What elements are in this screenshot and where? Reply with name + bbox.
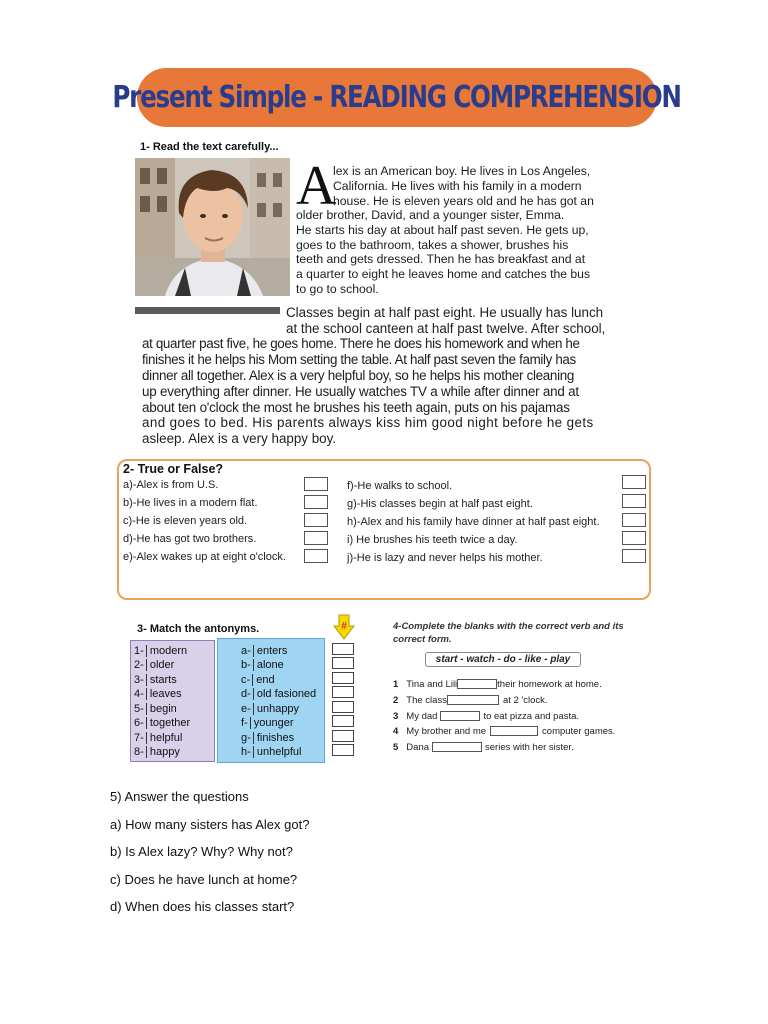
tf-answer-box[interactable] bbox=[622, 513, 646, 527]
reading-line: California. He lives with his family in a modern bbox=[333, 179, 582, 193]
antonym: younger bbox=[253, 717, 294, 729]
antonym-row bbox=[241, 703, 299, 715]
tf-answer-box[interactable] bbox=[304, 549, 328, 563]
reading-line: Classes begin at half past eight. He usually has lunch bbox=[286, 305, 604, 320]
question: b) Is Alex lazy? Why? Why not? bbox=[110, 844, 293, 859]
antonym-row bbox=[241, 674, 275, 686]
antonym: end bbox=[256, 674, 275, 686]
tf-answer-box[interactable] bbox=[304, 513, 328, 527]
blank-input[interactable] bbox=[457, 679, 497, 689]
word: happy bbox=[149, 746, 180, 758]
reading-line: finishes it he helps his Mom setting the table. At half past seven the family has bbox=[142, 352, 576, 367]
sentence-start: Dana bbox=[406, 742, 430, 753]
blank-input[interactable] bbox=[440, 711, 480, 721]
sentence-end: series with her sister. bbox=[485, 742, 574, 753]
match-answer-box[interactable] bbox=[332, 715, 354, 727]
tf-answer-box[interactable] bbox=[622, 531, 646, 545]
antonym-letter: d- bbox=[241, 688, 254, 700]
word-row bbox=[134, 746, 180, 758]
question: a) How many sisters has Alex got? bbox=[110, 817, 310, 832]
section2-heading: 2- True or False? bbox=[123, 462, 224, 476]
antonym-row bbox=[241, 717, 294, 729]
antonym-row bbox=[241, 688, 316, 700]
reading-line: to go to school. bbox=[296, 282, 379, 296]
tf-statement: i) He brushes his teeth twice a day. bbox=[347, 534, 518, 546]
antonym: finishes bbox=[256, 732, 295, 744]
tf-answer-box[interactable] bbox=[304, 531, 328, 545]
antonym-letter: c- bbox=[241, 674, 253, 686]
tf-answer-box[interactable] bbox=[304, 495, 328, 509]
word-row bbox=[134, 674, 177, 686]
photo-divider bbox=[135, 307, 280, 314]
antonym-letter: b- bbox=[241, 659, 254, 671]
tf-answer-box[interactable] bbox=[622, 494, 646, 508]
word: starts bbox=[149, 674, 177, 686]
tf-answer-box[interactable] bbox=[622, 549, 646, 563]
word-row bbox=[134, 717, 190, 729]
drop-cap: A bbox=[296, 155, 337, 217]
tf-statement: j)-He is lazy and never helps his mother. bbox=[347, 552, 543, 564]
section4-heading: 4-Complete the blanks with the correct verb and its bbox=[393, 621, 624, 632]
tf-statement: b)-He lives in a modern flat. bbox=[123, 497, 258, 509]
section3-heading: 3- Match the antonyms. bbox=[137, 623, 260, 635]
question: c) Does he have lunch at home? bbox=[110, 872, 298, 887]
reading-line: dinner all together. Alex is a very helpful boy, so he helps his mother cleaning bbox=[142, 368, 575, 383]
word: together bbox=[149, 717, 191, 729]
blank-sentence bbox=[393, 695, 548, 706]
reading-line: at quarter past five, he goes home. There he does his homework and when he bbox=[142, 336, 580, 351]
sentence-start: My dad bbox=[406, 711, 438, 722]
word-number: 2- bbox=[134, 659, 147, 671]
antonym-row bbox=[241, 746, 302, 758]
sentence-end: their homework at home. bbox=[497, 679, 602, 690]
word: leaves bbox=[149, 688, 182, 700]
blank-sentence bbox=[393, 711, 579, 722]
word-number: 8- bbox=[134, 746, 147, 758]
word-row bbox=[134, 688, 182, 700]
sentence-start: Tina and Lili bbox=[406, 679, 458, 690]
antonym: alone bbox=[256, 659, 284, 671]
sentence-number: 4 bbox=[393, 726, 399, 737]
blank-sentence bbox=[393, 679, 602, 690]
word-row bbox=[134, 732, 182, 744]
arrow-label: # bbox=[341, 621, 347, 632]
match-answer-box[interactable] bbox=[332, 657, 354, 669]
tf-statement: a)-Alex is from U.S. bbox=[123, 479, 219, 491]
antonym-row bbox=[241, 732, 294, 744]
reading-line: older brother, David, and a younger sister, Emma. bbox=[296, 208, 565, 222]
antonym-letter: f- bbox=[241, 717, 251, 729]
sentence-number: 1 bbox=[393, 679, 399, 690]
reading-line: and goes to bed. His parents always kiss him good night before he gets bbox=[142, 415, 594, 430]
match-answer-box[interactable] bbox=[332, 686, 354, 698]
antonym: unhelpful bbox=[256, 746, 302, 758]
tf-statement: g)-His classes begin at half past eight. bbox=[347, 498, 533, 510]
tf-answer-box[interactable] bbox=[304, 477, 328, 491]
match-answer-box[interactable] bbox=[332, 643, 354, 655]
antonym-row bbox=[241, 645, 287, 657]
blank-input[interactable] bbox=[490, 726, 538, 736]
reading-line: a quarter to eight he leaves home and catches the bus bbox=[296, 267, 591, 281]
sentence-number: 2 bbox=[393, 695, 399, 706]
section1-heading: 1- Read the text carefully... bbox=[140, 141, 279, 153]
section5-heading: 5) Answer the questions bbox=[110, 789, 249, 804]
reading-line: asleep. Alex is a very happy boy. bbox=[142, 431, 337, 446]
reading-line: at the school canteen at half past twelve. After school, bbox=[286, 321, 606, 336]
word: older bbox=[149, 659, 175, 671]
reading-line: teeth and gets dressed. Then he has breakfast and at bbox=[296, 252, 586, 266]
antonym: old fasioned bbox=[256, 688, 317, 700]
antonym-letter: g- bbox=[241, 732, 254, 744]
word-number: 3- bbox=[134, 674, 147, 686]
match-answer-box[interactable] bbox=[332, 730, 354, 742]
tf-answer-box[interactable] bbox=[622, 475, 646, 489]
blank-sentence bbox=[393, 742, 574, 753]
reading-line: about ten o'clock the most he brushes his teeth again, puts on his pajamas bbox=[142, 400, 570, 415]
antonym-row bbox=[241, 659, 284, 671]
sentence-end: to eat pizza and pasta. bbox=[483, 711, 580, 722]
sentence-end: at 2 'clock. bbox=[502, 695, 548, 706]
word-row bbox=[134, 659, 174, 671]
word-number: 7- bbox=[134, 732, 147, 744]
word-number: 6- bbox=[134, 717, 147, 729]
word: helpful bbox=[149, 732, 183, 744]
section4-heading-cont: correct form. bbox=[393, 634, 452, 645]
sentence-start: The class bbox=[406, 695, 447, 706]
match-answer-box[interactable] bbox=[332, 672, 354, 684]
tf-statement: f)-He walks to school. bbox=[347, 480, 453, 492]
arrow-down-icon bbox=[333, 614, 355, 645]
reading-line: goes to the bathroom, takes a shower, brushes his bbox=[296, 238, 569, 252]
word-number: 4- bbox=[134, 688, 147, 700]
sentence-end: computer games. bbox=[542, 726, 616, 737]
blank-sentence bbox=[393, 726, 615, 737]
match-answer-box[interactable] bbox=[332, 744, 354, 756]
antonym: unhappy bbox=[256, 703, 300, 715]
sentence-start: My brother and me bbox=[406, 726, 487, 737]
reading-line: He starts his day at about half past seven. He gets up, bbox=[296, 223, 589, 237]
tf-statement: c)-He is eleven years old. bbox=[123, 515, 248, 527]
antonym-letter: a- bbox=[241, 645, 254, 657]
question: d) When does his classes start? bbox=[110, 899, 295, 914]
tf-statement: h)-Alex and his family have dinner at half past eight. bbox=[347, 516, 600, 528]
reading-line: house. He is eleven years old and he has got an bbox=[333, 194, 594, 208]
tf-statement: d)-He has got two brothers. bbox=[123, 533, 257, 545]
word-number: 1- bbox=[134, 645, 147, 657]
sentence-number: 5 bbox=[393, 742, 399, 753]
word: begin bbox=[149, 703, 177, 715]
word-row bbox=[134, 703, 177, 715]
antonym-letter: e- bbox=[241, 703, 254, 715]
antonym-letter: h- bbox=[241, 746, 254, 758]
verb-bank: start - watch - do - like - play bbox=[425, 652, 581, 667]
word-row bbox=[134, 645, 187, 657]
word-number: 5- bbox=[134, 703, 147, 715]
boy-photo bbox=[135, 158, 290, 296]
word: modern bbox=[149, 645, 188, 657]
page-title: Present Simple - READING COMPREHENSION bbox=[112, 80, 682, 115]
reading-line: up everything after dinner. He usually watches TV a while after dinner and at bbox=[142, 384, 579, 399]
tf-statement: e)-Alex wakes up at eight o'clock. bbox=[123, 551, 286, 563]
sentence-number: 3 bbox=[393, 711, 399, 722]
blank-input[interactable] bbox=[447, 695, 499, 705]
title-banner bbox=[112, 68, 682, 127]
antonym: enters bbox=[256, 645, 288, 657]
reading-line: lex is an American boy. He lives in Los Angeles, bbox=[333, 164, 591, 178]
blank-input[interactable] bbox=[432, 742, 482, 752]
match-answer-box[interactable] bbox=[332, 701, 354, 713]
